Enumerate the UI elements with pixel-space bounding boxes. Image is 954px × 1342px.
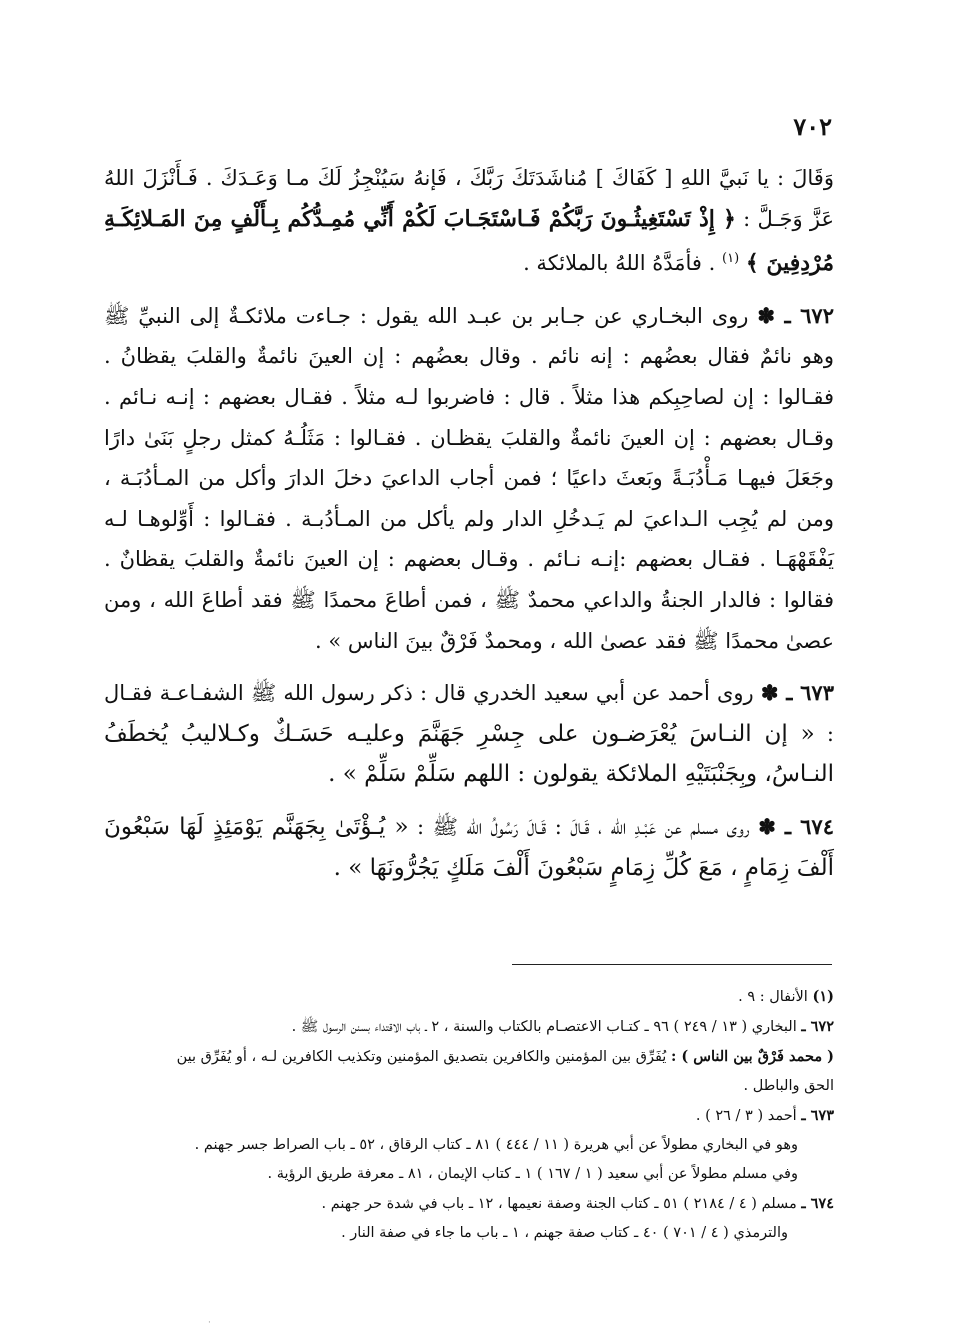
footnote-lead: (١) — [812, 988, 834, 1005]
footnote-673 — [150, 1101, 834, 1131]
footnote-text: يُفَرِّق بين المؤمنين والكافرين بتصديق المؤمنين وتكذيب الكافرين لـه ، أو يُفَرِّق بين الحق والباطل . — [176, 1049, 834, 1094]
footnote-ref-1: (١) — [722, 251, 740, 267]
page-number: ٧٠٢ — [793, 112, 832, 141]
footnote-text: والترمذي ( ٤ / ٧٠١ ) ٤٠ ـ كتاب صفة جهنم ، ١ ـ باب ما جاء في صفة النار . — [341, 1225, 788, 1241]
footnote-text: أحمد ( ٣ / ٢٦ ) . — [695, 1108, 797, 1124]
continuation-paragraph — [104, 158, 834, 284]
footnote-text: مسلم ( ٤ / ٢١٨٤ ) ٥١ ـ كتاب الجنة وصفة نعيمها ، ١٢ ـ باب في شدة حر جهنم . — [321, 1196, 797, 1212]
scan-speck: · — [208, 1318, 211, 1328]
hadith-672 — [104, 296, 834, 661]
footnote-lead: ٦٧٤ ـ — [801, 1195, 834, 1212]
footnote-lead: ( محمد فَرْقٌ بين الناس ) : — [670, 1048, 834, 1065]
hadith-text-673: روى أحمد عن أبي سعيد الخدري قال : ذكر رسول الله ﷺ الشفـاعـة فقـال : — [104, 681, 834, 746]
footnote-text: الأنفال : ٩ . — [738, 989, 808, 1005]
continuation-post: . فأمَدَّهُ اللهُ بالملائكة . — [523, 251, 716, 276]
footnote-lead: ٦٧٢ ـ — [801, 1018, 834, 1035]
footnote-text: وهو في البخاري مطولاً عن أبي هريرة ( ١١ / ٤٤٤ ) ٨١ ـ كتاب الرقاق ، ٥٢ ـ باب الصراط جسر جهنم . — [194, 1137, 798, 1153]
footnote-672-gloss — [150, 1042, 834, 1101]
hadith-673 — [104, 673, 834, 795]
hadith-number-674: ٦٧٤ ـ ✽ — [758, 813, 834, 839]
hadith-number-672: ٦٧٢ ـ ✽ — [757, 302, 834, 328]
footnote-lead: ٦٧٣ ـ — [801, 1107, 834, 1124]
hadith-text-672: روى البخـاري عن جـابر بن عبـد الله يقول : جـاءت ملائكـةٌ إلى النبيِّ ﷺ وهو نائمٌ فقال بعضُهم : إنه نائم . وقال بعضُهم : إن العينَ نائمةٌ والقلبَ يقظانُ . فقـالوا : إن لصاحِبِكم هذا مثلاً . قال : فاضربوا لـه مثلاً . فقـال بعضهم : إنـه نـائم . وقـال بعضهم : إن العينَ نائمةٌ والقلبَ يقظـان . فقـالوا : مَثَلُـهُ كمثل رجلٍ بَنَىٰ دارًا وجَعَلَ فيهـا مَـأْدُبَـةً وبَعثَ داعيًا ؛ فمن أجاب الداعيَ دخلَ الدارَ وأكل من المـأدُبَـة ، ومن لم يُجِب الـداعيَ لم يَـدخُلِ الدار ولم يأكل من المـأدُبـة . فقـالوا : أَوِّلوهـا لـه يَفْقَهْهَـا . فقـال بعضهم :إنـه نـائم . وقـال بعضهم : إن العينَ نائمةٌ والقلبَ يقظانٌ . فقالوا : فالدار الجنةُ والداعي محمدٌ ﷺ ، فمن أطاعَ محمدًا ﷺ فقد أطاعَ الله ، ومن عصىٰ محمدًا ﷺ فقد عصىٰ الله ، ومحمدٌ فَرْقٌ بينَ الناس » . — [104, 303, 834, 653]
footnote-672 — [150, 1012, 834, 1042]
footnote-674-tirmidhi — [150, 1219, 834, 1248]
hadith-text-674: روى مسلم عن عَبْـدِ الله ، قَـالَ : قَـالَ رَسُولُ الله ﷺ : — [417, 814, 750, 839]
main-text — [104, 158, 834, 900]
footnote-673-muslim — [150, 1160, 834, 1189]
footnotes — [150, 982, 834, 1248]
continuation-pre: وَقَالَ : يا نَبيَّ اللهِ [ كَفَاكَ ] مُناشَدَتَكَ رَبَّكَ ، فَإنهُ سَيُنْجِزُ لَكَ مـا وَعَـدَكَ . فَـأَنْزَلَ اللهُ عَزَّ وَجَـلَّ : — [104, 166, 834, 231]
hadith-number-673: ٦٧٣ ـ ✽ — [760, 680, 834, 706]
footnote-1 — [150, 982, 834, 1012]
hadith-quote-673: « إن النـاسَ يُعْرَضـون على جِسْرِ جَهَنَّمَ وعليـه حَسَـكٌ وكـلاليبُ يُخطَفُ النـاسُ، وبِجَنْبَتَيْهِ الملائكة يقولون : اللهم سَلِّمْ سَلِّمْ » . — [104, 720, 834, 788]
hadith-quote-674: « يُـؤْتَىٰ بِجَهَنَّم يَوْمَئِذٍ لَهَا سَبْعُونَ أَلْفَ زِمَامٍ ، مَعَ كُلِّ زِمَامٍ سَبْعُونَ أَلْفَ مَلَكٍ يَجُرُّونَهَا » . — [104, 813, 834, 881]
footnote-separator — [512, 964, 832, 965]
quran-verse: ﴿ إِذْ تَسْتَغِيثُـونَ رَبَّكُمْ فَـاسْتَجَـابَ لَكُمْ أَنِّي مُمِـدُّكُم بِـأَلْفٍ مِنَ المَـلائِكَـةِ مُرْدِفِينَ ﴾ — [104, 205, 834, 277]
footnote-text: وفي مسلم مطولاً عن أبي سعيد ( ١ / ١٦٧ ) ١ ـ كتاب الإيمان ، ٨١ ـ معرفة طريق الرؤية . — [267, 1166, 798, 1182]
footnote-673-bukhari — [150, 1131, 834, 1160]
footnote-text: البخاري ( ١٣ / ٢٤٩ ) ٩٦ ـ كتـاب الاعتصـام بالكتاب والسنة ، ٢ ـ باب الاقتداء بسنن الرسول ﷺ . — [291, 1019, 797, 1035]
footnote-674 — [150, 1189, 834, 1219]
hadith-674 — [104, 807, 834, 888]
